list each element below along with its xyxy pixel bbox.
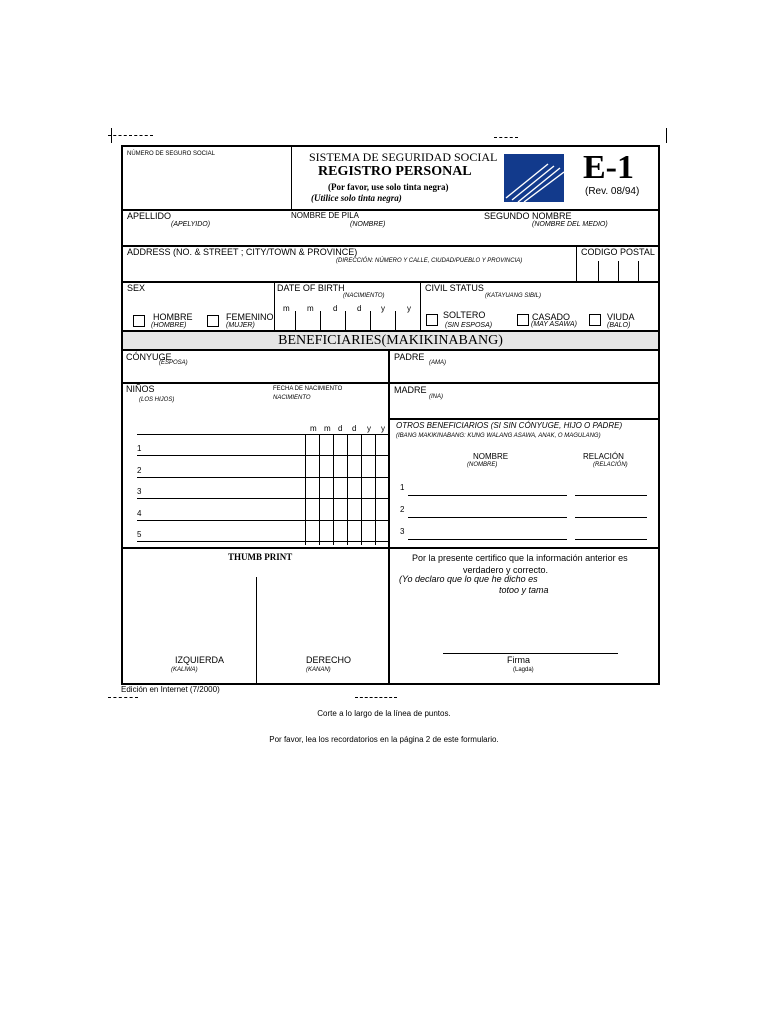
child-row-number: 3 bbox=[137, 487, 142, 496]
femenino-label: FEMENINO bbox=[226, 312, 274, 322]
segundo-sub: (NOMBRE DEL MEDIO) bbox=[532, 221, 608, 228]
casado-sub: (MAY ASAWA) bbox=[531, 321, 577, 328]
child-date-grid-line bbox=[333, 434, 334, 545]
other-row-number: 3 bbox=[400, 527, 405, 536]
conyuge-label: CÓNYUGE bbox=[126, 352, 172, 362]
dob-col-d: d bbox=[357, 304, 362, 313]
fecha-label: FECHA DE NACIMIENTO bbox=[273, 386, 343, 392]
name-input-area[interactable] bbox=[123, 227, 658, 245]
left-thumbprint-area[interactable] bbox=[125, 567, 255, 655]
civil-sub: (KATAYUANG SIBIL) bbox=[485, 293, 542, 299]
other-row-number: 1 bbox=[400, 483, 405, 492]
sex-label: SEX bbox=[127, 283, 146, 293]
other-relation-line[interactable] bbox=[575, 517, 647, 518]
child-row-line bbox=[137, 477, 388, 478]
dob-col-m: m bbox=[283, 304, 290, 313]
soltero-sub: (SIN ESPOSA) bbox=[445, 322, 493, 329]
firma-label: Firma bbox=[507, 655, 530, 665]
child-date-col-label: m bbox=[310, 424, 317, 433]
viuda-label: VIUDA bbox=[607, 312, 635, 322]
dob-col-d: d bbox=[333, 304, 338, 313]
femenino-checkbox[interactable] bbox=[207, 315, 219, 327]
revision: (Rev. 08/94) bbox=[585, 186, 640, 197]
madre-label: MADRE bbox=[394, 385, 427, 395]
form-title: REGISTRO PERSONAL bbox=[318, 164, 472, 179]
apellido-label: APELLIDO bbox=[127, 211, 172, 221]
conyuge-sub: (ESPOSA) bbox=[159, 360, 188, 366]
rule bbox=[123, 547, 658, 549]
child-name-input[interactable] bbox=[145, 459, 303, 477]
cut-mark-top-left bbox=[108, 135, 153, 136]
child-name-input[interactable] bbox=[145, 437, 303, 455]
child-row-line bbox=[137, 498, 388, 499]
child-row-number: 5 bbox=[137, 530, 142, 539]
cert-line-2: verdadero y correcto. bbox=[463, 565, 549, 575]
cert-line-1: Por la presente certifico que la información anterior es bbox=[412, 553, 628, 563]
other-relation-line[interactable] bbox=[575, 539, 647, 540]
other-relation-line[interactable] bbox=[575, 495, 647, 496]
soltero-checkbox[interactable] bbox=[426, 314, 438, 326]
civil-label: CIVIL STATUS bbox=[425, 283, 484, 293]
dob-col-y: y bbox=[381, 304, 385, 313]
segundo-label: SEGUNDO NOMBRE bbox=[484, 211, 572, 221]
padre-label: PADRE bbox=[394, 352, 425, 362]
certification-divider bbox=[388, 547, 390, 685]
other-relacion-sub: (RELACIÓN) bbox=[593, 462, 628, 468]
child-row-number: 2 bbox=[137, 465, 142, 475]
postal-label: CODIGO POSTAL bbox=[581, 247, 655, 257]
otros-label: OTROS BENEFICIARIOS (SI SIN CÓNYUGE, HIJO O PADRE) bbox=[396, 421, 623, 430]
izquierda-sub: (KALIWA) bbox=[171, 667, 198, 673]
postal-code-input[interactable] bbox=[577, 261, 657, 281]
derecho-label: DERECHO bbox=[306, 655, 352, 665]
child-name-input[interactable] bbox=[145, 480, 303, 498]
ink-note-translation: (Utilice solo tinta negra) bbox=[311, 193, 402, 203]
father-input[interactable] bbox=[391, 365, 658, 381]
hombre-checkbox[interactable] bbox=[133, 315, 145, 327]
other-name-line[interactable] bbox=[408, 539, 567, 540]
org-name: SISTEMA DE SEGURIDAD SOCIAL bbox=[309, 150, 498, 164]
femenino-sub: (MUJER) bbox=[226, 322, 255, 329]
form-code: E-1 bbox=[583, 149, 634, 186]
child-name-input[interactable] bbox=[145, 523, 303, 541]
address-sub: (DIRECCIÓN: NÚMERO Y CALLE, CIUDAD/PUEBLO Y PROVINCIA) bbox=[336, 258, 523, 264]
edition-note: Edición en Internet (7/2000) bbox=[121, 685, 220, 694]
reminder-note: Por favor, lea los recordatorios en la página 2 de este formulario. bbox=[269, 735, 499, 744]
viuda-sub: (BALO) bbox=[607, 322, 631, 329]
dob-col-m: m bbox=[307, 304, 314, 313]
casado-label: CASADO bbox=[532, 312, 571, 322]
child-row-number: 4 bbox=[137, 508, 142, 518]
dob-sub: (NACIMIENTO) bbox=[343, 293, 385, 299]
children-table-top-rule bbox=[137, 434, 388, 435]
mother-input[interactable] bbox=[391, 399, 658, 417]
rule bbox=[123, 209, 658, 211]
spouse-input[interactable] bbox=[123, 365, 388, 381]
child-date-grid-line bbox=[375, 434, 376, 545]
ninos-label: NIÑOS bbox=[126, 384, 155, 394]
child-date-grid-line bbox=[305, 434, 306, 545]
ink-note: (Por favor, use solo tinta negra) bbox=[328, 182, 449, 192]
header-divider bbox=[291, 147, 292, 210]
child-date-grid-line bbox=[319, 434, 320, 545]
apellido-sub: (APELYIDO) bbox=[171, 221, 211, 228]
rule bbox=[123, 382, 658, 384]
rule bbox=[123, 281, 658, 283]
other-relacion-label: RELACIÓN bbox=[583, 452, 624, 461]
address-label: ADDRESS (NO. & STREET ; CITY/TOWN & PROVINCE) bbox=[127, 247, 358, 257]
nombre-sub: (NOMBRE) bbox=[350, 221, 386, 228]
soltero-label: SOLTERO bbox=[443, 310, 486, 320]
sss-number-label: NÚMERO DE SEGURO SOCIAL bbox=[127, 151, 216, 157]
rule bbox=[388, 418, 658, 420]
other-nombre-sub: (NOMBRE) bbox=[467, 462, 498, 468]
child-date-col-label: y bbox=[381, 424, 385, 433]
casado-checkbox[interactable] bbox=[517, 314, 529, 326]
cert-line-4: totoo y tama bbox=[499, 585, 549, 595]
other-nombre-label: NOMBRE bbox=[473, 452, 509, 461]
dob-label: DATE OF BIRTH bbox=[277, 283, 345, 293]
otros-sub: (IBANG MAKIKINABANG: KUNG WALANG ASAWA, ANAK, O MAGULANG) bbox=[396, 433, 601, 439]
firma-sub: (Lagda) bbox=[513, 667, 534, 673]
child-date-col-label: y bbox=[367, 424, 371, 433]
child-date-grid-line bbox=[347, 434, 348, 545]
other-row-number: 2 bbox=[400, 505, 405, 514]
other-name-line[interactable] bbox=[408, 495, 567, 496]
dob-col-y: y bbox=[407, 304, 411, 313]
signature-input[interactable] bbox=[443, 633, 618, 653]
cut-mark-right bbox=[666, 128, 667, 143]
derecho-sub: (KANAN) bbox=[306, 667, 331, 673]
sss-logo bbox=[504, 154, 564, 202]
beneficiaries-title: BENEFICIARIES(MAKIKINABANG) bbox=[278, 333, 503, 348]
child-date-grid-line bbox=[361, 434, 362, 545]
cut-mark-bottom-center bbox=[355, 697, 397, 698]
child-date-col-label: d bbox=[352, 424, 357, 433]
nombre-label: NOMBRE DE PILA bbox=[291, 211, 360, 220]
child-row-line bbox=[137, 455, 388, 456]
child-date-col-label: m bbox=[324, 424, 331, 433]
ninos-sub: (LOS HIJOS) bbox=[139, 397, 175, 403]
dob-input[interactable] bbox=[275, 311, 420, 330]
other-name-line[interactable] bbox=[408, 517, 567, 518]
thumb-divider bbox=[256, 577, 257, 685]
middle-divider bbox=[388, 351, 390, 547]
cut-mark-top-center bbox=[494, 137, 518, 138]
hombre-label: HOMBRE bbox=[153, 312, 193, 322]
cut-mark-bottom-left bbox=[108, 697, 138, 698]
child-date-col-label: d bbox=[338, 424, 343, 433]
signature-line bbox=[443, 653, 618, 654]
registration-form bbox=[121, 145, 660, 685]
civil-divider bbox=[420, 281, 421, 330]
cut-instruction: Corte a lo largo de la línea de puntos. bbox=[317, 709, 451, 718]
child-row-line bbox=[137, 541, 388, 542]
child-row-line bbox=[137, 520, 388, 521]
cut-mark-left bbox=[111, 128, 112, 143]
padre-sub: (AMA) bbox=[429, 360, 446, 366]
thumbprint-label: THUMB PRINT bbox=[228, 552, 293, 562]
hombre-sub: (HOMBRE) bbox=[151, 322, 187, 329]
fecha-sub: NACIMIENTO bbox=[273, 395, 311, 401]
child-row-number: 1 bbox=[137, 444, 142, 453]
madre-sub: (INA) bbox=[429, 394, 443, 400]
right-thumbprint-area[interactable] bbox=[258, 567, 386, 655]
cert-line-3: (Yo declaro que lo que he dicho es bbox=[399, 574, 538, 584]
address-input[interactable] bbox=[123, 265, 575, 281]
viuda-checkbox[interactable] bbox=[589, 314, 601, 326]
child-name-input[interactable] bbox=[145, 502, 303, 520]
izquierda-label: IZQUIERDA bbox=[175, 655, 225, 665]
